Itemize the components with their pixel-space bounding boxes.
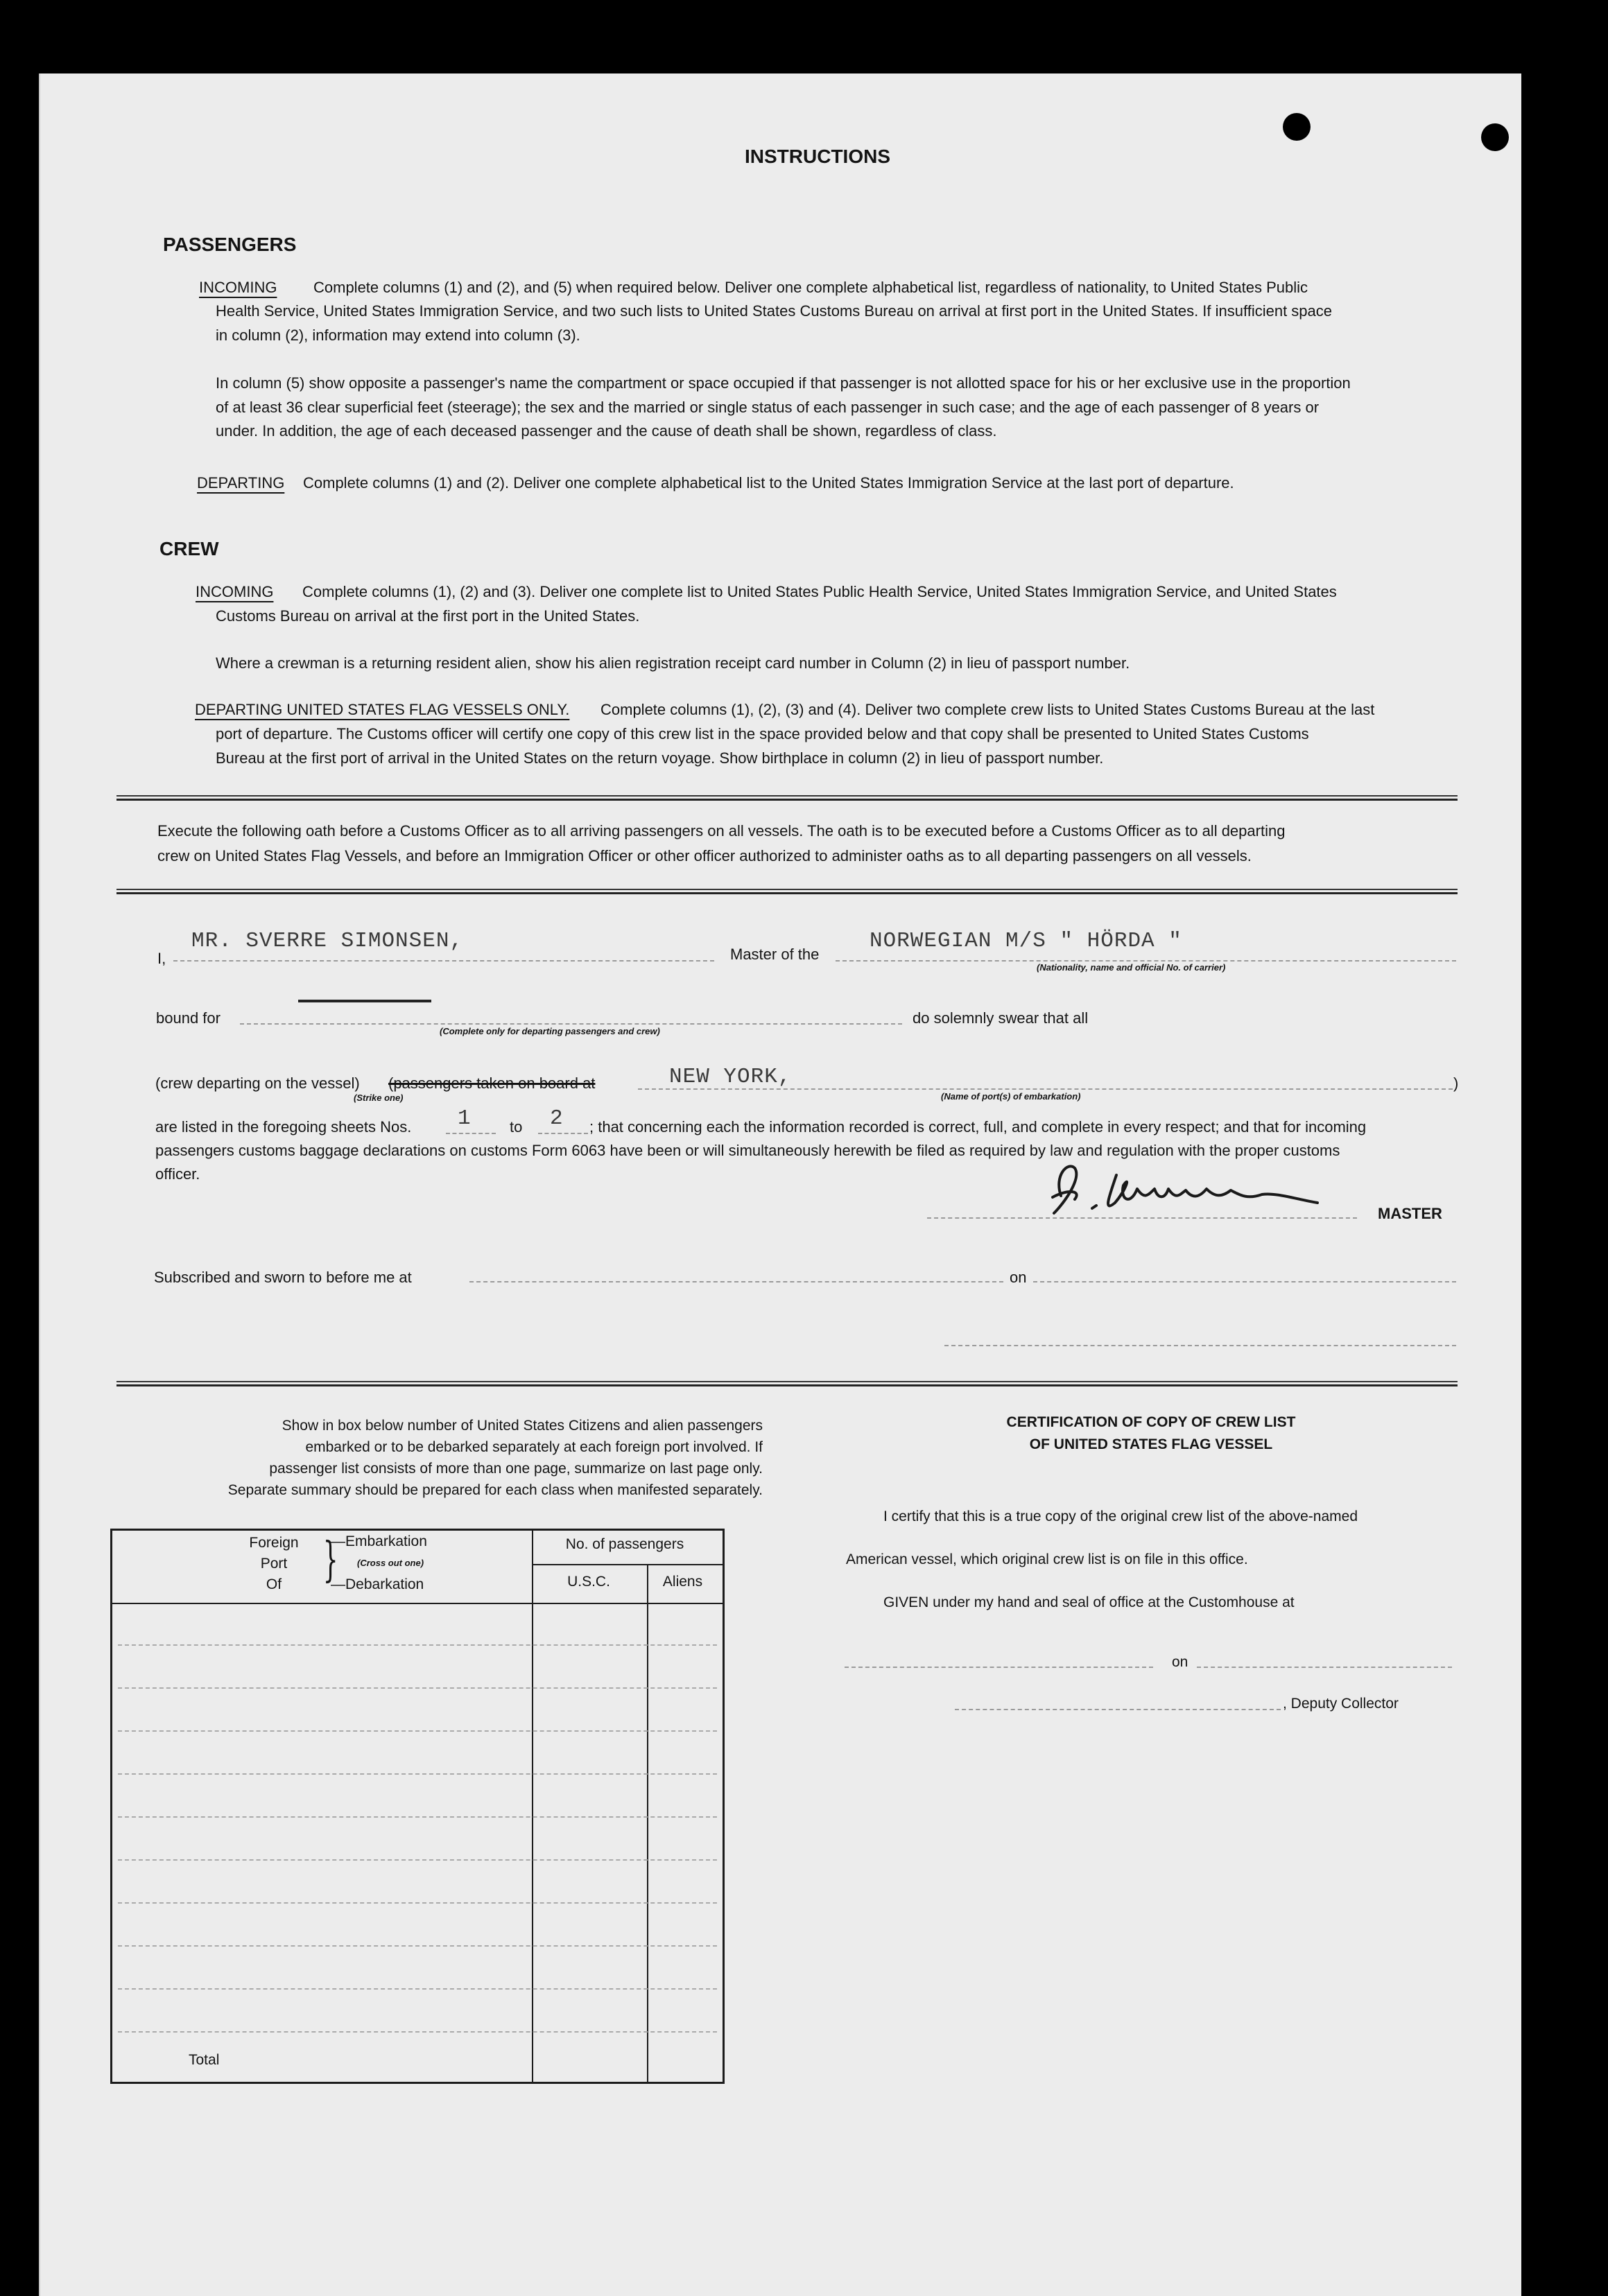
to-label: to — [510, 1118, 523, 1136]
passengers-heading: PASSENGERS — [163, 234, 297, 255]
passengers-incoming-line-3: in column (2), information may extend into column (3). — [216, 327, 580, 344]
sheet-to-value: 2 — [550, 1106, 564, 1131]
crew-departing-line-2: port of departure. The Customs officer will certify one copy of this crew list in the space provided below and that copy shall be presented to United States Customs — [216, 725, 1309, 742]
crew-heading: CREW — [159, 538, 219, 559]
passengers-col5-line-2: of at least 36 clear superficial feet (steerage); the sex and the married or single status of each passenger in such case; and the age of each passenger of 8 years or — [216, 399, 1320, 416]
swear-text: do solemnly swear that all — [913, 1009, 1089, 1027]
passengers-incoming-label: INCOMING — [199, 279, 277, 296]
brace-icon: } — [322, 1533, 338, 1588]
master-name-value: MR. SVERRE SIMONSEN, — [191, 929, 464, 953]
crew-incoming-line-2: Customs Bureau on arrival at the first port in the United States. — [216, 607, 640, 625]
crew-departing-line-3: Bureau at the first port of arrival in the United States on the return voyage. Show birthplace in column (2) in lieu of passport number. — [216, 749, 1104, 767]
foreign-port-line-1: Foreign — [249, 1535, 299, 1551]
certification-title-line-2: OF UNITED STATES FLAG VESSEL — [1029, 1436, 1273, 1452]
crew-departing-label: DEPARTING UNITED STATES FLAG VESSELS ONLY. — [195, 701, 570, 718]
sworn-at-line[interactable] — [469, 1281, 1003, 1282]
american-vessel-text: American vessel, which original crew list is on file in this office. — [846, 1551, 1248, 1567]
summary-line-3: passenger list consists of more than one page, summarize on last page only. — [269, 1461, 763, 1477]
punch-hole-left — [1283, 113, 1311, 141]
vessel-caption: (Nationality, name and official No. of carrier) — [1037, 962, 1226, 973]
port-value: NEW YORK, — [669, 1065, 792, 1089]
master-signature — [1033, 1147, 1331, 1224]
stray-mark — [298, 1000, 431, 1002]
divider-rule — [116, 889, 1458, 890]
listed-rest-text: ; that concerning each the information recorded is correct, full, and complete in every respect; and that for incoming — [589, 1118, 1367, 1136]
customhouse-line[interactable] — [845, 1667, 1153, 1668]
crew-incoming-line-1: Complete columns (1), (2) and (3). Deliver one complete list to United States Public Health Service, United States Immigration Service, and United States — [302, 583, 1337, 600]
cross-out-caption: (Cross out one) — [357, 1558, 424, 1568]
struck-passengers-text: (passengers taken on board at — [388, 1075, 596, 1092]
cert-on-label: on — [1172, 1654, 1188, 1670]
no-passengers-header: No. of passengers — [565, 1536, 684, 1552]
usc-header: U.S.C. — [567, 1574, 610, 1590]
oath-line-2: passengers customs baggage declarations on customs Form 6063 have been or will simultaneously herewith be filed as required by law and regulation with the proper customs — [155, 1142, 1340, 1159]
oath-line-3: officer. — [155, 1165, 200, 1183]
passenger-summary-table — [110, 1529, 725, 2084]
divider-rule — [116, 799, 1458, 801]
foreign-port-line-2: Port — [260, 1556, 288, 1572]
officer-signature-line[interactable] — [944, 1345, 1456, 1346]
certify-text: I certify that this is a true copy of the original crew list of the above-named — [883, 1508, 1358, 1524]
total-label: Total — [189, 2052, 220, 2068]
deputy-signature-line[interactable] — [955, 1709, 1281, 1710]
sworn-on-line[interactable] — [1033, 1281, 1456, 1282]
divider-rule — [116, 1384, 1458, 1386]
oath-i-label: I, — [157, 950, 166, 967]
passengers-col5-line-3: under. In addition, the age of each deceased passenger and the cause of death shall be shown, regardless of class. — [216, 422, 997, 440]
divider-rule — [116, 1381, 1458, 1382]
divider-rule — [116, 795, 1458, 797]
crew-incoming-label: INCOMING — [196, 583, 274, 600]
passengers-departing-text: Complete columns (1) and (2). Deliver one complete alphabetical list to the United States Immigration Service at the last port of departure. — [303, 474, 1234, 492]
passengers-incoming-line-1: Complete columns (1) and (2), and (5) when required below. Deliver one complete alphabetical list, regardless of nationality, to United States Public — [313, 279, 1308, 296]
passengers-departing-label: DEPARTING — [197, 474, 285, 492]
sworn-on-label: on — [1010, 1269, 1027, 1286]
summary-line-4: Separate summary should be prepared for each class when manifested separately. — [227, 1482, 763, 1498]
summary-line-1: Show in box below number of United States Citizens and alien passengers — [282, 1418, 763, 1434]
strike-one-caption: (Strike one) — [354, 1093, 404, 1103]
sheet-to-line[interactable] — [538, 1133, 588, 1134]
master-label: MASTER — [1378, 1205, 1442, 1222]
vessel-line[interactable] — [836, 960, 1456, 962]
debarkation-label: —Debarkation — [331, 1576, 424, 1592]
given-text: GIVEN under my hand and seal of office at the Customhouse at — [883, 1594, 1295, 1610]
embarkation-label: —Embarkation — [331, 1533, 427, 1549]
master-of-label: Master of the — [730, 946, 820, 963]
crew-resident-text: Where a crewman is a returning resident alien, show his alien registration receipt card number in Column (2) in lieu of passport number. — [216, 654, 1130, 672]
subscribed-label: Subscribed and sworn to before me at — [154, 1269, 412, 1286]
summary-line-2: embarked or to be debarked separately at each foreign port involved. If — [305, 1439, 763, 1455]
deputy-collector-label: , Deputy Collector — [1283, 1696, 1399, 1712]
bound-for-line[interactable] — [240, 1023, 902, 1025]
cert-date-line[interactable] — [1197, 1667, 1452, 1668]
bound-for-label: bound for — [156, 1009, 221, 1027]
punch-hole-right — [1481, 123, 1509, 151]
master-name-line[interactable] — [173, 960, 714, 962]
sheet-from-line[interactable] — [446, 1133, 496, 1134]
instructions-title: INSTRUCTIONS — [745, 146, 890, 167]
passengers-col5-line-1: In column (5) show opposite a passenger's name the compartment or space occupied if that passenger is not allotted space for his or her exclusive use in the proportion — [216, 374, 1351, 392]
aliens-header: Aliens — [662, 1574, 703, 1590]
listed-label: are listed in the foregoing sheets Nos. — [155, 1118, 412, 1136]
crew-departing-label: (crew departing on the vessel) — [155, 1075, 360, 1092]
foreign-port-line-3: Of — [266, 1576, 282, 1592]
sheet-from-value: 1 — [458, 1106, 472, 1131]
passengers-incoming-line-2: Health Service, United States Immigration Service, and two such lists to United States Customs Bureau on arrival at first port in the United States. If insufficient space — [216, 302, 1333, 320]
port-caption: (Name of port(s) of embarkation) — [941, 1091, 1081, 1102]
divider-rule — [116, 892, 1458, 894]
certification-title-line-1: CERTIFICATION OF COPY OF CREW LIST — [1006, 1414, 1296, 1430]
vessel-value: NORWEGIAN M/S " HÖRDA " — [870, 929, 1182, 953]
close-paren: ) — [1453, 1075, 1459, 1092]
crew-departing-line-1: Complete columns (1), (2), (3) and (4). Deliver two complete crew lists to United States Customs Bureau at the last — [600, 701, 1375, 718]
oath-intro-line-2: crew on United States Flag Vessels, and before an Immigration Officer or other officer authorized to administer oaths as to all departing passengers on all vessels. — [157, 847, 1252, 864]
bound-for-caption: (Complete only for departing passengers and crew) — [440, 1026, 660, 1036]
oath-intro-line-1: Execute the following oath before a Customs Officer as to all arriving passengers on all vessels. The oath is to be executed before a Customs Officer as to all departing — [157, 822, 1286, 840]
